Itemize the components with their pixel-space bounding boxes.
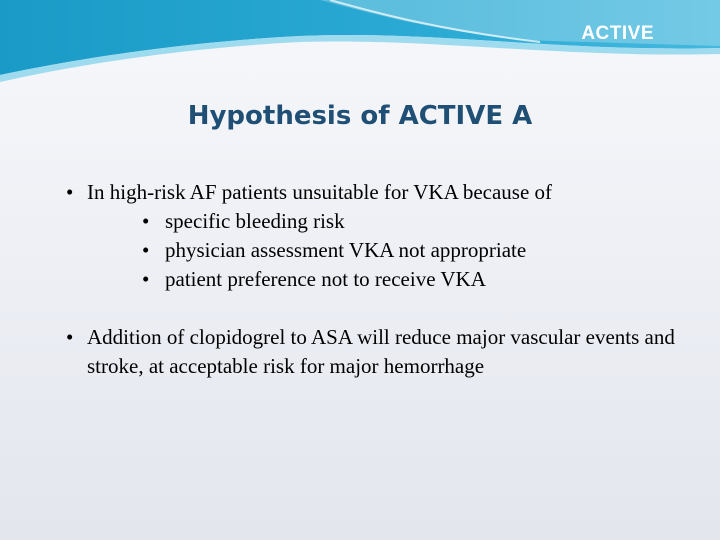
bullet-item (62, 178, 702, 207)
bullet-text: In high-risk AF patients unsuitable for VKA because of (87, 180, 553, 204)
header-swoosh (0, 0, 720, 90)
sub-bullet-item (62, 265, 702, 294)
bullet-marker: • (66, 325, 74, 349)
bullet-marker: • (142, 238, 150, 262)
slide-title: Hypothesis of ACTIVE A (187, 101, 533, 131)
bullet-marker: • (142, 267, 150, 291)
spacer (62, 294, 702, 323)
sub-bullet-item (62, 207, 702, 236)
bullet-text: Addition of clopidogrel to ASA will reduce major vascular events and stroke, at acceptable risk for major hemorrhage (87, 325, 675, 378)
bullet-marker: • (66, 180, 74, 204)
slide-body (62, 178, 702, 381)
sub-bullet-item (62, 236, 702, 265)
bullet-item (62, 323, 702, 381)
sub-bullet-text: patient preference not to receive VKA (165, 267, 486, 291)
sub-bullet-text: physician assessment VKA not appropriate (165, 238, 527, 262)
bullet-marker: • (142, 209, 150, 233)
sub-bullet-text: specific bleeding risk (165, 209, 345, 233)
brand-label: ACTIVE (581, 23, 654, 44)
